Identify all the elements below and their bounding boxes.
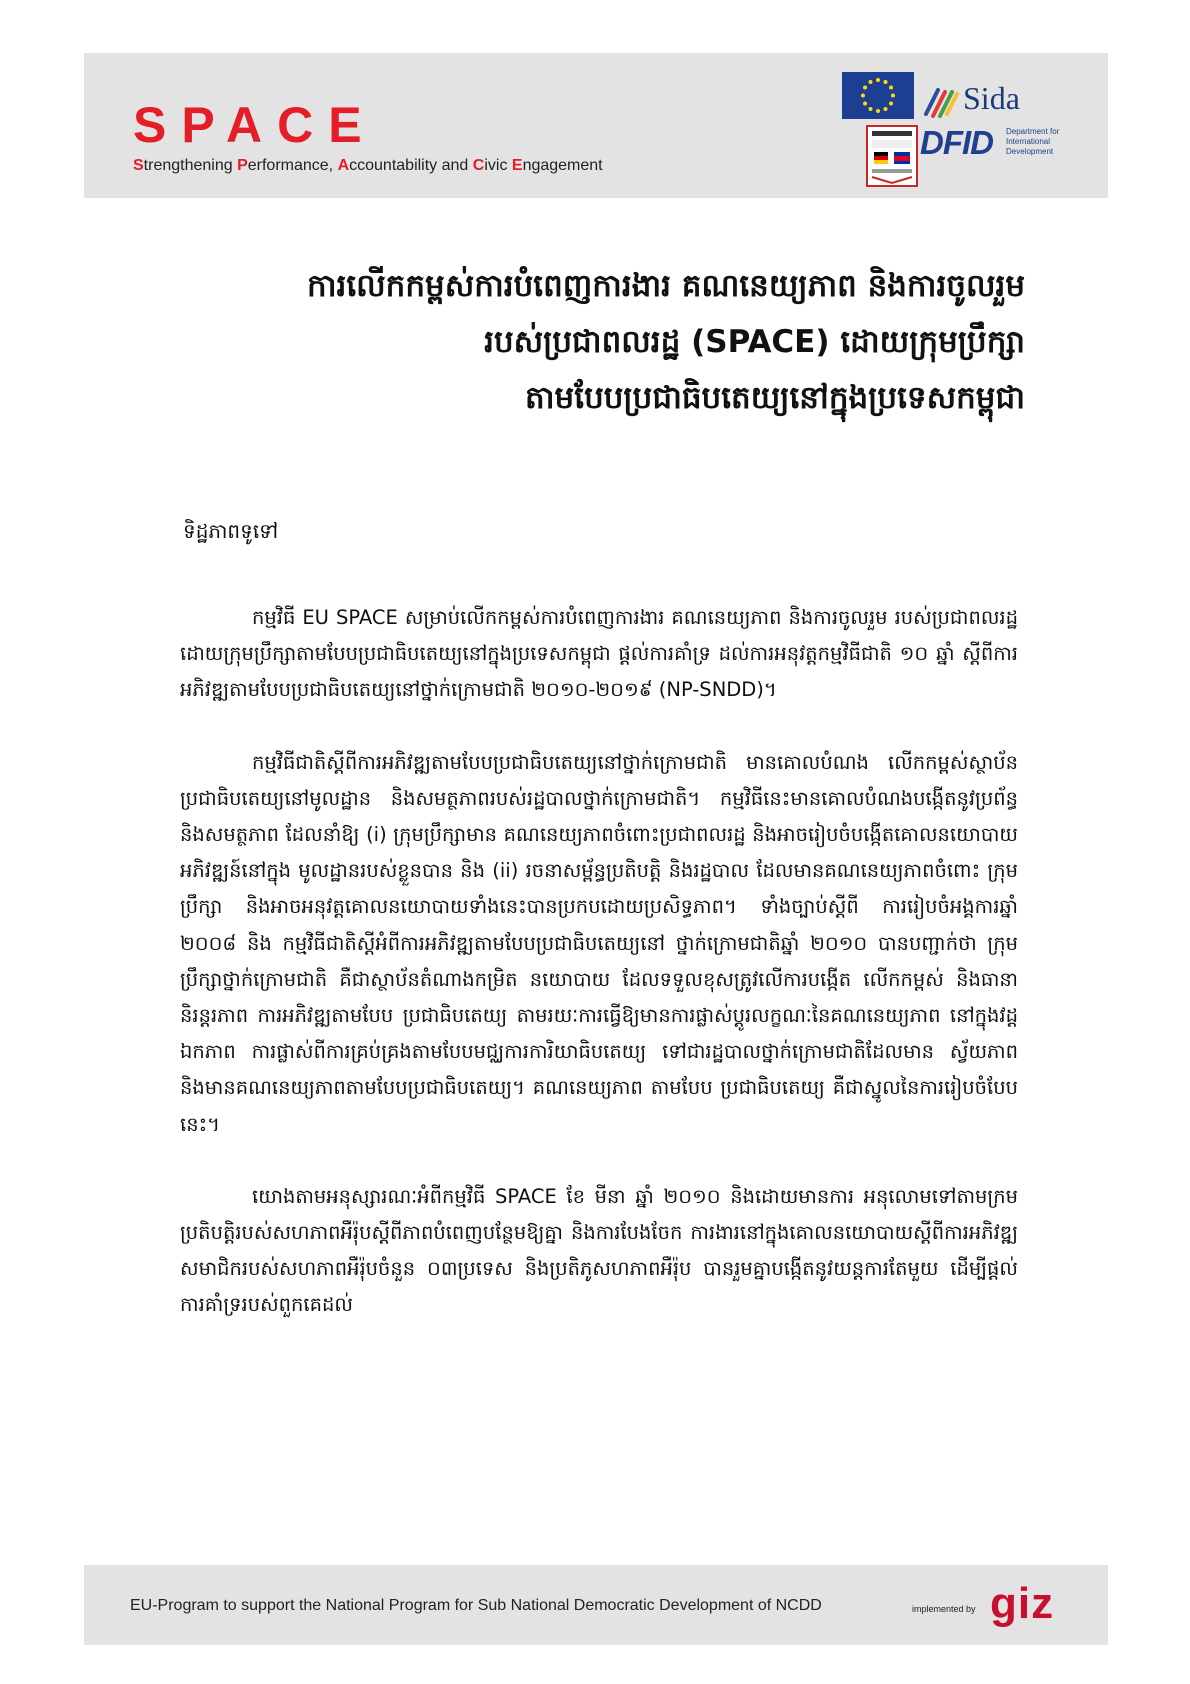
paragraph: យោងតាមអនុស្សារណៈអំពីកម្មវិធី SPACE ខែ មីនា ឆ្នាំ ២០១០ និងដោយមានការ អនុលោមទៅតាមក្រមប្រតិបត្តិរបស់សហភាពអឺរ៉ុបស្តីពីភាពបំពេញបន្ថែមឱ្យគ្នា និងការបែងចែក ការងារនៅក្នុងគោលនយោបាយស្តីពីការអភិវឌ្ឍ សមាជិករបស់សហភាពអឺរ៉ុបចំនួន ០៣ប្រទេស និងប្រតិភូសហភាពអឺរ៉ុប បានរួមគ្នាបង្កើតនូវយន្តការតែមួយ ដើម្បីផ្តល់ការគាំទ្ររបស់ពួកគេដល់ [180,1184,1018,1317]
tagline-initial: S [133,157,144,174]
dfid-subtitle-line: Department for [1006,127,1060,136]
paragraph: កម្មវិធីជាតិស្តីពីការអភិវឌ្ឍតាមបែបប្រជាធិបតេយ្យនៅថ្នាក់ក្រោមជាតិ មានគោលបំណង លើកកម្ពស់ស្ថាប័នប្រជាធិបតេយ្យនៅមូលដ្ឋាន និងសមត្ថភាពរបស់រដ្ឋបាលថ្នាក់ក្រោមជាតិ។ កម្មវិធីនេះមានគោលបំណងបង្កើតនូវប្រព័ន្ធ និងសមត្ថភាព ដែលនាំឱ្យ (i) ក្រុមប្រឹក្សាមាន គណនេយ្យភាពចំពោះប្រជាពលរដ្ឋ និងអាចរៀបចំបង្កើតគោលនយោបាយអភិវឌ្ឍន៍នៅក្នុង មូលដ្ឋានរបស់ខ្លួនបាន និង (ii) រចនាសម្ព័ន្ធប្រតិបត្តិ និងរដ្ឋបាល ដែលមានគណនេយ្យភាពចំពោះ ក្រុមប្រឹក្សា និងអាចអនុវត្តគោលនយោបាយទាំងនេះបានប្រកបដោយប្រសិទ្ធភាព។ ទាំងច្បាប់ស្តីពី ការរៀបចំអង្គការឆ្នាំ ២០០៨ និង កម្មវិធីជាតិស្តីអំពីការអភិវឌ្ឍតាមបែបប្រជាធិបតេយ្យនៅ ថ្នាក់ក្រោមជាតិឆ្នាំ ២០១០ បានបញ្ជាក់ថា ក្រុមប្រឹក្សាថ្នាក់ក្រោមជាតិ គឺជាស្ថាប័នតំណាងកម្រិត នយោបាយ ដែលទទួលខុសត្រូវលើការបង្កើត លើកកម្ពស់ និងធានានិរន្តរភាព ការអភិវឌ្ឍតាមបែប ប្រជាធិបតេយ្យ តាមរយៈការធ្វើឱ្យមានការផ្លាស់ប្តូរលក្ខណៈនៃគណនេយ្យភាព នៅក្នុងវដ្តឯកភាព ការផ្លាស់ពីការគ្រប់គ្រងតាមបែបមជ្ឈការការិយាធិបតេយ្យ ទៅជារដ្ឋបាលថ្នាក់ក្រោមជាតិដែលមាន ស្វ័យភាព និងមានគណនេយ្យភាពតាមបែបប្រជាធិបតេយ្យ។ គណនេយ្យភាព តាមបែប ប្រជាធិបតេយ្យ គឺជាស្នូលនៃការរៀបចំបែបនេះ។ [180,750,1018,1136]
dfid-subtitle-line: Development [1006,147,1054,156]
space-logo: SPACE [133,97,377,153]
dfid-subtitle [1006,127,1059,157]
footer-program-text: EU-Program to support the National Program for Sub National Democratic Development of NCDD [130,1597,822,1614]
tagline-text: ivic [484,157,512,174]
document-title [150,258,1025,426]
cooperation-badge-icon [866,125,918,187]
tagline-text: trengthening [143,157,238,174]
sida-logo-icon [920,82,960,120]
sida-logo-text: Sida [963,80,1020,116]
title-line: ការលើកកម្ពស់ការបំពេញការងារ គណនេយ្យភាព និងការចូលរួម [306,268,1025,304]
tagline-initial: A [337,157,350,174]
tagline-initial: P [237,157,248,174]
tagline-text: ngagement [522,157,603,174]
title-line: របស់ប្រជាពលរដ្ឋ (SPACE) ដោយក្រុមប្រឹក្សា [484,324,1025,360]
tagline-initial: E [511,157,523,174]
dfid-subtitle-line: International [1006,137,1051,146]
body-text [180,600,1018,1360]
dfid-logo-text: DFID [920,124,993,161]
giz-logo: giz [990,1579,1055,1628]
eu-flag-icon [842,72,914,119]
implemented-by-label: implemented by [912,1604,976,1614]
tagline-text: erformance, [247,157,338,174]
paragraph: កម្មវិធី EU SPACE សម្រាប់លើកកម្ពស់ការបំពេញការងារ គណនេយ្យភាព និងការចូលរួម របស់ប្រជាពលរដ្ឋដោយក្រុមប្រឹក្សាតាមបែបប្រជាធិបតេយ្យនៅក្នុងប្រទេសកម្ពុជា ផ្តល់ការគាំទ្រ ដល់ការអនុវត្តកម្មវិធីជាតិ ១០ ឆ្នាំ ស្តីពីការអភិវឌ្ឍតាមបែបប្រជាធិបតេយ្យនៅថ្នាក់ក្រោមជាតិ ២០១០-២០១៩ (NP-SNDD)។ [180,606,1018,702]
title-line: តាមបែបប្រជាធិបតេយ្យនៅក្នុងប្រទេសកម្ពុជា [525,380,1025,416]
section-heading: ទិដ្ឋភាពទូទៅ [183,519,279,543]
space-tagline [133,157,603,175]
tagline-initial: C [472,157,485,174]
tagline-text: ccountability and [349,157,473,174]
